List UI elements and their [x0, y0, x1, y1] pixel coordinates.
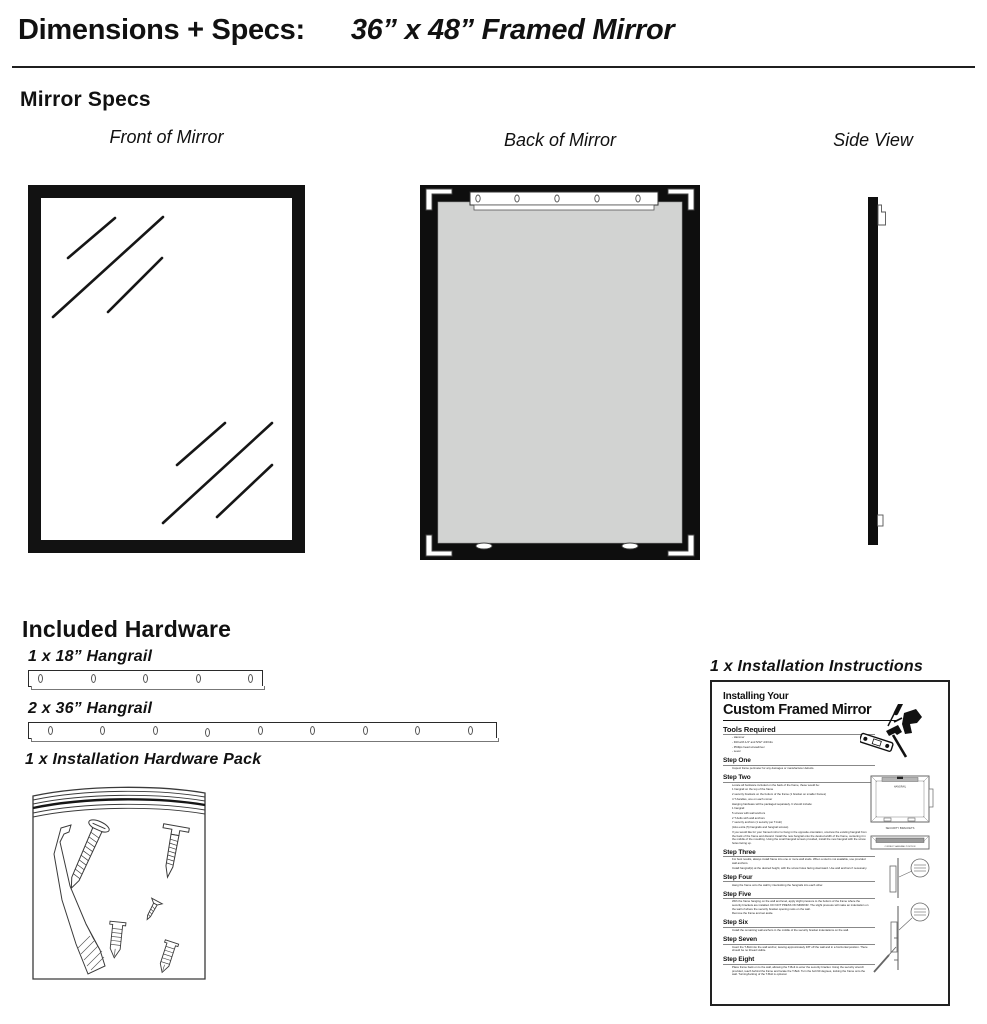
hammer-icon	[886, 725, 902, 736]
hangrail-hole	[415, 726, 420, 735]
mirror-specs-heading: Mirror Specs	[20, 88, 151, 111]
hangrail-hole	[468, 726, 473, 735]
instruction-diagrams	[868, 774, 938, 986]
doc-title-line1: Installing Your	[723, 691, 789, 702]
doc-step-heading: Step Two	[723, 774, 875, 783]
header-divider	[12, 66, 975, 68]
included-hardware-heading: Included Hardware	[22, 616, 232, 642]
hangrail-18-drawing	[28, 670, 263, 687]
hangrail-flange	[31, 738, 499, 742]
doc-step-line: For best results, always install frame into one or more wall studs. When a stud is not available, use provided wall anchors.	[732, 857, 866, 866]
level-icon	[860, 733, 893, 752]
doc-step-line: Hang the frame onto the wall by interlocking the hangrails into each other.	[732, 882, 824, 887]
page-title-main: Dimensions + Specs:	[18, 14, 305, 46]
doc-step-heading: Step One	[723, 757, 875, 766]
doc-step-line: If you would like for your framed mirror to hang in the opposite orientation, unscrew the existing hangrail from the back of the frame and discard. Install the new hangrail onto the desired width of the frame, centering it in the middle of the moulding. Using the small hangrail screws provided, install the new hangrail with the screw holes facing up.	[732, 829, 867, 845]
doc-step-line: With the frame hanging on the wall and level, apply slight pressure to the bottom of the frame where the security brackets are installed. DO NOT PRESS ON MIRROR. The slight pressure will make an indentation on the wall of where the security bracket opening rests on the wall.	[732, 899, 869, 911]
doc-step-line: 1 hangrail	[732, 806, 745, 811]
back-hangrail	[470, 192, 658, 210]
tools-illustration	[860, 704, 924, 764]
hangrail-hole	[310, 726, 315, 735]
doc-step-line: 2 security brackets on the bottom of the frame (1 bracket on smaller frames)	[732, 792, 827, 797]
hangrail-hole	[48, 726, 53, 735]
hardware-pack-illustration	[30, 780, 208, 982]
hangrail-hole	[196, 674, 201, 683]
side-hangrail-profile	[878, 205, 886, 225]
doc-step-line: Remove the frame and set aside.	[732, 911, 774, 916]
hangrail-36-drawing	[28, 722, 497, 739]
mirror-backing-panel	[438, 202, 682, 543]
doc-step-line: 7 security anchors (1 security per T-bolt)	[732, 820, 782, 825]
doc-step-line: (Also extra (5) hangrails and hangrail screws)	[732, 825, 789, 830]
hardware-pack-label: 1 x Installation Hardware Pack	[25, 751, 262, 768]
doc-step-heading: Step Six	[723, 919, 875, 928]
doc-step-heading: Tools Required	[723, 725, 875, 736]
side-view-caption: Side View	[833, 130, 913, 150]
hangrail-hole	[143, 674, 148, 683]
doc-step-line: 2 T-bolts with wall anchors	[732, 815, 765, 820]
doc-step-heading: Step Eight	[723, 956, 875, 965]
diagram-label-hangrail: HANGRAIL	[893, 785, 907, 789]
doc-step-line: - Phillips head screwdriver	[732, 744, 765, 749]
hangrail-position-diagram	[871, 836, 929, 849]
doc-step-line: Hanging hardware will be packaged separately. It should include:	[732, 801, 813, 806]
drill-icon	[902, 709, 922, 734]
installation-instructions-document	[710, 680, 950, 1006]
hangrail-hole	[91, 674, 96, 683]
doc-step-heading: Step Seven	[723, 936, 875, 945]
doc-step-line: Inspect frame perimeter for any damages or manufacturer defects.	[732, 765, 815, 770]
back-mirror-drawing	[420, 185, 700, 560]
hangrail-36-label: 2 x 36” Hangrail	[28, 700, 153, 717]
wall-mount-diagram-2	[874, 903, 929, 972]
front-mirror-drawing	[28, 185, 305, 553]
hangrail-hole	[38, 674, 43, 683]
doc-step-line: Insert the T-Bolt into the wall anchor, leaving approximately 3/8” off the wall and in a horizontal position. There should be no thread visible.	[732, 944, 868, 953]
hangrail-hole	[363, 726, 368, 735]
doc-step-line: Install hangrail(s) at the desired height, with the screw holes facing downward. Use wall anchors if necessary.	[732, 865, 868, 870]
doc-step-line: 1 hangrail on the top of the frame	[732, 787, 774, 792]
wall-mount-diagram-1	[890, 858, 929, 898]
hangrail-hole	[248, 674, 253, 683]
side-bumper-profile	[878, 515, 884, 526]
page-title	[18, 14, 674, 47]
doc-step-line: - Level	[732, 749, 741, 754]
doc-step-line: 4 T-handles, one on each corner	[732, 796, 773, 801]
hangrail-hole	[100, 726, 105, 735]
doc-title-line2: Custom Framed Mirror	[723, 702, 897, 721]
doc-step-line: - Drill with 1/4” and 5/32” drill bits	[732, 739, 773, 744]
doc-step-line: - Hammer	[732, 735, 745, 740]
screwdriver-insert-icon	[874, 955, 889, 972]
side-view-drawing	[860, 195, 890, 550]
doc-step-heading: Step Four	[723, 874, 875, 883]
front-of-mirror-caption: Front of Mirror	[109, 127, 224, 147]
instructions-label: 1 x Installation Instructions	[710, 658, 923, 675]
doc-steps	[723, 725, 875, 977]
doc-step-line: Place frame back on to the wall, allowing the T-Bolt to enter the security bracket. Using the security wrench provided, reach behind the frame and locate the T-Bolt. Turn the bolt 90 degrees, locking the frame onto the wall. Turning/locking of the T-Bolt is optional.	[732, 965, 866, 977]
doc-step-line: Install the remaining wall anchors in the middle of the security bracket indentations on the wall.	[732, 927, 849, 932]
diagram-label-security-brackets: SECURITY BRACKETS	[885, 827, 915, 830]
doc-step-heading: Step Five	[723, 891, 875, 900]
hangrail-hole	[205, 728, 210, 737]
back-of-mirror-caption: Back of Mirror	[503, 130, 617, 150]
hangrail-18-label: 1 x 18” Hangrail	[28, 648, 153, 665]
doc-step-heading: Step Three	[723, 849, 875, 858]
doc-step-line: 5 screws with wall anchors	[732, 811, 766, 815]
hangrail-flange	[31, 686, 265, 690]
frame-back-diagram	[871, 776, 933, 830]
diagram-label-hangrail-position: CORRECT HANGRAIL POSITION	[884, 845, 916, 848]
hangrail-hole	[153, 726, 158, 735]
hangrail-hole	[258, 726, 263, 735]
doc-step-line: Locate all hardware included on the back of the frame, these would be:	[732, 782, 820, 787]
page-title-product: 36” x 48” Framed Mirror	[350, 14, 675, 46]
